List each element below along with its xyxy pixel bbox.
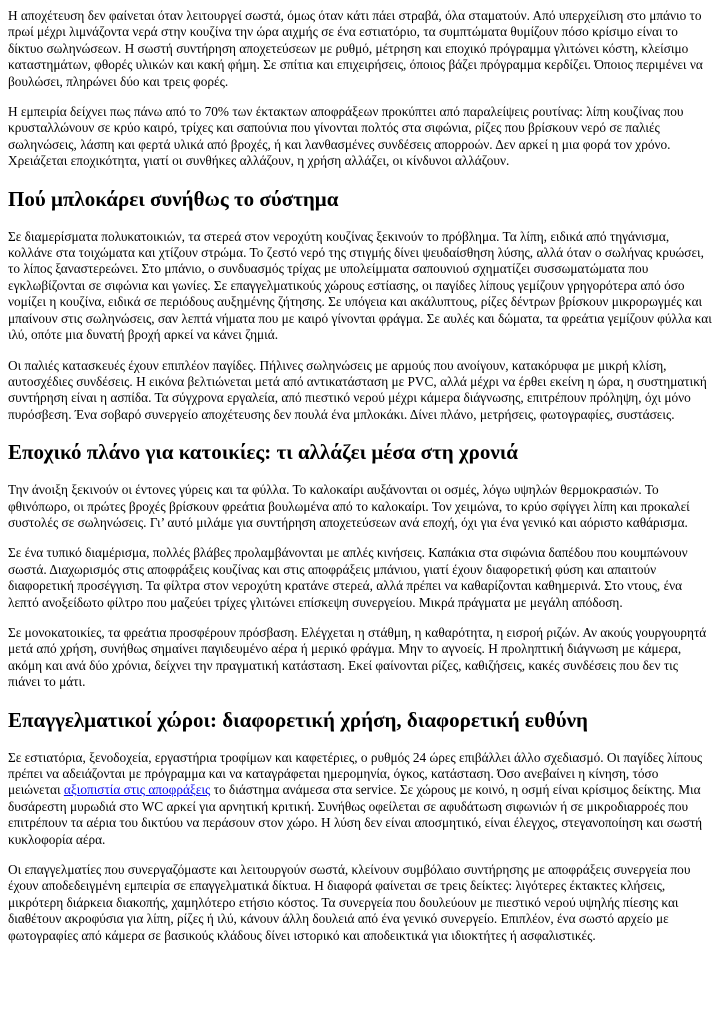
seasonal-paragraph-2: Σε ένα τυπικό διαμέρισμα, πολλές βλάβες προλαμβάνονται με απλές κινήσεις. Καπάκια στα σιφώνια δαπέδου που κουμπώνουν σωστά. Διαχωρισμός στις αποφράξεις κουζίνας και στις αποφράξεις μπάνιου, γιατί έχουν διαφορετική φύση και απαιτούν διαφορετική προσέγγιση. Τα φίλτρα στον νεροχύτη κρατάνε στερεά, αλλά πρέπει να καθαρίζονται καθημερινά. Στο ντους, ένα λεπτό ανοξείδωτο φίλτρο που μαζεύει τρίχες γλιτώνει επίσκεψη συνεργείου. Μικρά πράγματα με μεγάλη απόδοση. <box>8 545 688 610</box>
reliability-link[interactable]: αξιοπιστία στις αποφράξεις <box>63 782 211 798</box>
professional-paragraph-2: Οι επαγγελματίες που συνεργαζόμαστε και λειτουργούν σωστά, κλείνουν συμβόλαιο συντήρησης με αποφράξεις συνεργεία που έχουν αποδεδειγμένη εμπειρία σε επαγγελματικά δίκτυα. Η διαφορά φαίνεται σε τρεις δείκτες: λιγότερες έκτακτες κλήσεις, μικρότερη διάρκεια διακοπής, χαμηλότερο ετήσιο κόστος. Τα συνεργεία που δουλεύουν με πιεστικό νερού υψηλής πίεσης και διαθέτουν ακροφύσια για λίπη, ρίζες ή ιλύ, κάνουν άλλη δουλειά από ένα γενικό συνεργείο. Επιπλέον, ένα σωστό αρχείο με φωτογραφίες από κάμερα σε βασικούς κλάδους δίνει ιστορικό και αποδεικτικά για ιδιοκτήτες ή ασφαλιστικές. <box>8 862 691 943</box>
blockages-paragraph-2: Οι παλιές κατασκευές έχουν επιπλέον παγίδες. Πήλινες σωληνώσεις με αρμούς που ανοίγουν, κατακόρυφα με μικρή κλίση, αυτοσχέδιες συνδέσεις. Η εικόνα βελτιώνεται μετά από αντικατάσταση με PVC, αλλά μέχρι να έρθει εκείνη η ώρα, η συστηματική συντήρηση είναι η ασπίδα. Τα σύγχρονα εργαλεία, από πιεστικό νερού μέχρι κάμερα διάγνωσης, επιτρέπουν πρόληψη, όχι μόνο πυρόσβεση. Ένα σοβαρό συνεργείο αποχέτευσης δεν πουλά ένα μπλοκάκι. Δίνει πλάνο, μετρήσεις, φωτογραφίες, συστάσεις. <box>8 357 707 422</box>
section-heading-blockages: Πού μπλοκάρει συνήθως το σύστημα <box>8 186 339 211</box>
professional-paragraph-1 <box>8 750 712 848</box>
article <box>0 8 720 944</box>
professional-paragraph-1-text-a: Σε εστιατόρια, ξενοδοχεία, εργαστήρια τροφίμων και καφετέριες, ο ρυθμός 24 ώρες επιβάλλει άλλο σχεδιασμό. Οι παγίδες λίπους πρέπει να αδειάζονται με πρόγραμμα και να καταγράφεται ημερομηνία, όγκος, κατάσταση. Όσο ανεβαίνει η κίνηση, τόσο μειώνεται <box>8 749 703 798</box>
blockages-paragraph-1: Σε διαμερίσματα πολυκατοικιών, τα στερεά στον νεροχύτη κουζίνας ξεκινούν το πρόβλημα. Τα λίπη, ειδικά από τηγάνισμα, κολλάνε στα τοιχώματα και χτίζουν στρώμα. Το ζεστό νερό της στιγμής δίνει ψευδαίσθηση λύσης, αλλά όταν ο σωλήνας κρυώσει, το λίπος ξαναστερεώνει. Στο μπάνιο, ο συνδυασμός τρίχας με υπολείμματα σαπουνιού σχηματίζει συσσωματώματα που εγκλωβίζονται σε σιφώνια και γωνίες. Σε επαγγελματικούς χώρους εστίασης, οι παγίδες λίπους γεμίζουν γρηγορότερα από όσο νομίζει η κουζίνα, ειδικά σε περιόδους αυξημένης ζήτησης. Σε υπόγεια και ακάλυπτους, ρίζες δέντρων βρίσκουν μικρορωγμές και μπαίνουν στις σωληνώσεις, σαν λεπτά νήματα που με καιρό γίνονται φράγμα. Σε αυλές και δώματα, τα φρεάτια γεμίζουν φύλλα και ιλύ, οπότε μια δυνατή βροχή αρκεί να κάνει ζημιά. <box>8 228 712 343</box>
section-heading-professional-spaces: Επαγγελματικοί χώροι: διαφορετική χρήση, διαφορετική ευθύνη <box>8 707 588 732</box>
intro-paragraph-1: Η αποχέτευση δεν φαίνεται όταν λειτουργεί σωστά, όμως όταν κάτι πάει στραβά, όλα σταματούν. Από υπερχείλιση στο μπάνιο το πρωί μέχρι λιμνάζοντα νερά στην κουζίνα την ώρα αιχμής σε ένα εστιατόριο, τα συμπτώματα θυμίζουν πόσο κρίσιμο είναι το δίκτυο σωληνώσεων. Η σωστή συντήρηση αποχετεύσεων με ρυθμό, μέτρηση και εποχικό πρόγραμμα γλιτώνει κόστη, κλείσιμο καταστημάτων, φθορές υλικών και κακή φήμη. Σε σπίτια και επιχειρήσεις, όποιος βάζει πρόγραμμα κερδίζει. Όποιος περιμένει να βουλώσει, πληρώνει δύο και τρεις φορές. <box>8 8 703 89</box>
seasonal-paragraph-3: Σε μονοκατοικίες, τα φρεάτια προσφέρουν πρόσβαση. Ελέγχεται η στάθμη, η καθαρότητα, η εισροή ριζών. Αν ακούς γουργουρητά μετά από χρήση, συνήθως σημαίνει παγιδευμένο αέρα ή μερικό φράγμα. Μην το αγνοείς. Η προληπτική διάγνωση με κάμερα, ακόμη και ανά δύο χρόνια, δείχνει την πραγματική κατάσταση. Εκεί φαίνονται ρίζες, καθιζήσεις, κακές συνδέσεις που δεν τις πιάνει το μάτι. <box>8 624 707 690</box>
intro-paragraph-2: Η εμπειρία δείχνει πως πάνω από το 70% των έκτακτων αποφράξεων προκύπτει από παραλείψεις ρουτίνας: λίπη κουζίνας που κρυσταλλώνουν σε κρύο καιρό, τρίχες και σαπούνια που γίνονται πολτός στα σιφώνια, ρίζες που βρίσκουν νερό σε παλιές σωληνώσεις, λάσπη και φερτά υλικά από βροχές, ή και λανθασμένες συνδέσεις απορροών. Δεν αρκεί η μια φορά τον χρόνο. Χρειάζεται εποχικότητα, γιατί οι συνθήκες αλλάζουν, η χρήση αλλάζει, οι κίνδυνοι αλλάζουν. <box>8 104 684 169</box>
section-heading-seasonal-plan: Εποχικό πλάνο για κατοικίες: τι αλλάζει μέσα στη χρονιά <box>8 440 518 465</box>
professional-paragraph-1-text-b: το διάστημα ανάμεσα στα service. Σε χώρους με κοινό, η οσμή είναι κρίσιμος δείκτης. Μια δυσάρεστη μυρωδιά στο WC αρκεί για αρνητική κριτική. Συνήθως οφείλεται σε αφυδάτωση σιφωνιών ή σε μικροδιαρροές που επιτρέπουν τα αέρια του δικτύου να περάσουν στον χώρο. Η λύση δεν είναι αποσμητικό, είναι έλεγχος, στεγανοποίηση και σωστή κυκλοφορία αέρα. <box>8 782 703 847</box>
seasonal-paragraph-1: Την άνοιξη ξεκινούν οι έντονες γύρεις και τα φύλλα. Το καλοκαίρι αυξάνονται οι οσμές, λόγω υψηλών θερμοκρασιών. Το φθινόπωρο, οι πρώτες βροχές βρίσκουν φρεάτια βουλωμένα από το καλοκαίρι. Τον χειμώνα, το κρύο σφίγγει λίπη και προκαλεί συστολές σε σωληνώσεις. Γι’ αυτό μιλάμε για συντήρηση αποχετεύσεων ανά εποχή, όχι για ένα γενικό και αόριστο καθάρισμα. <box>8 482 690 530</box>
